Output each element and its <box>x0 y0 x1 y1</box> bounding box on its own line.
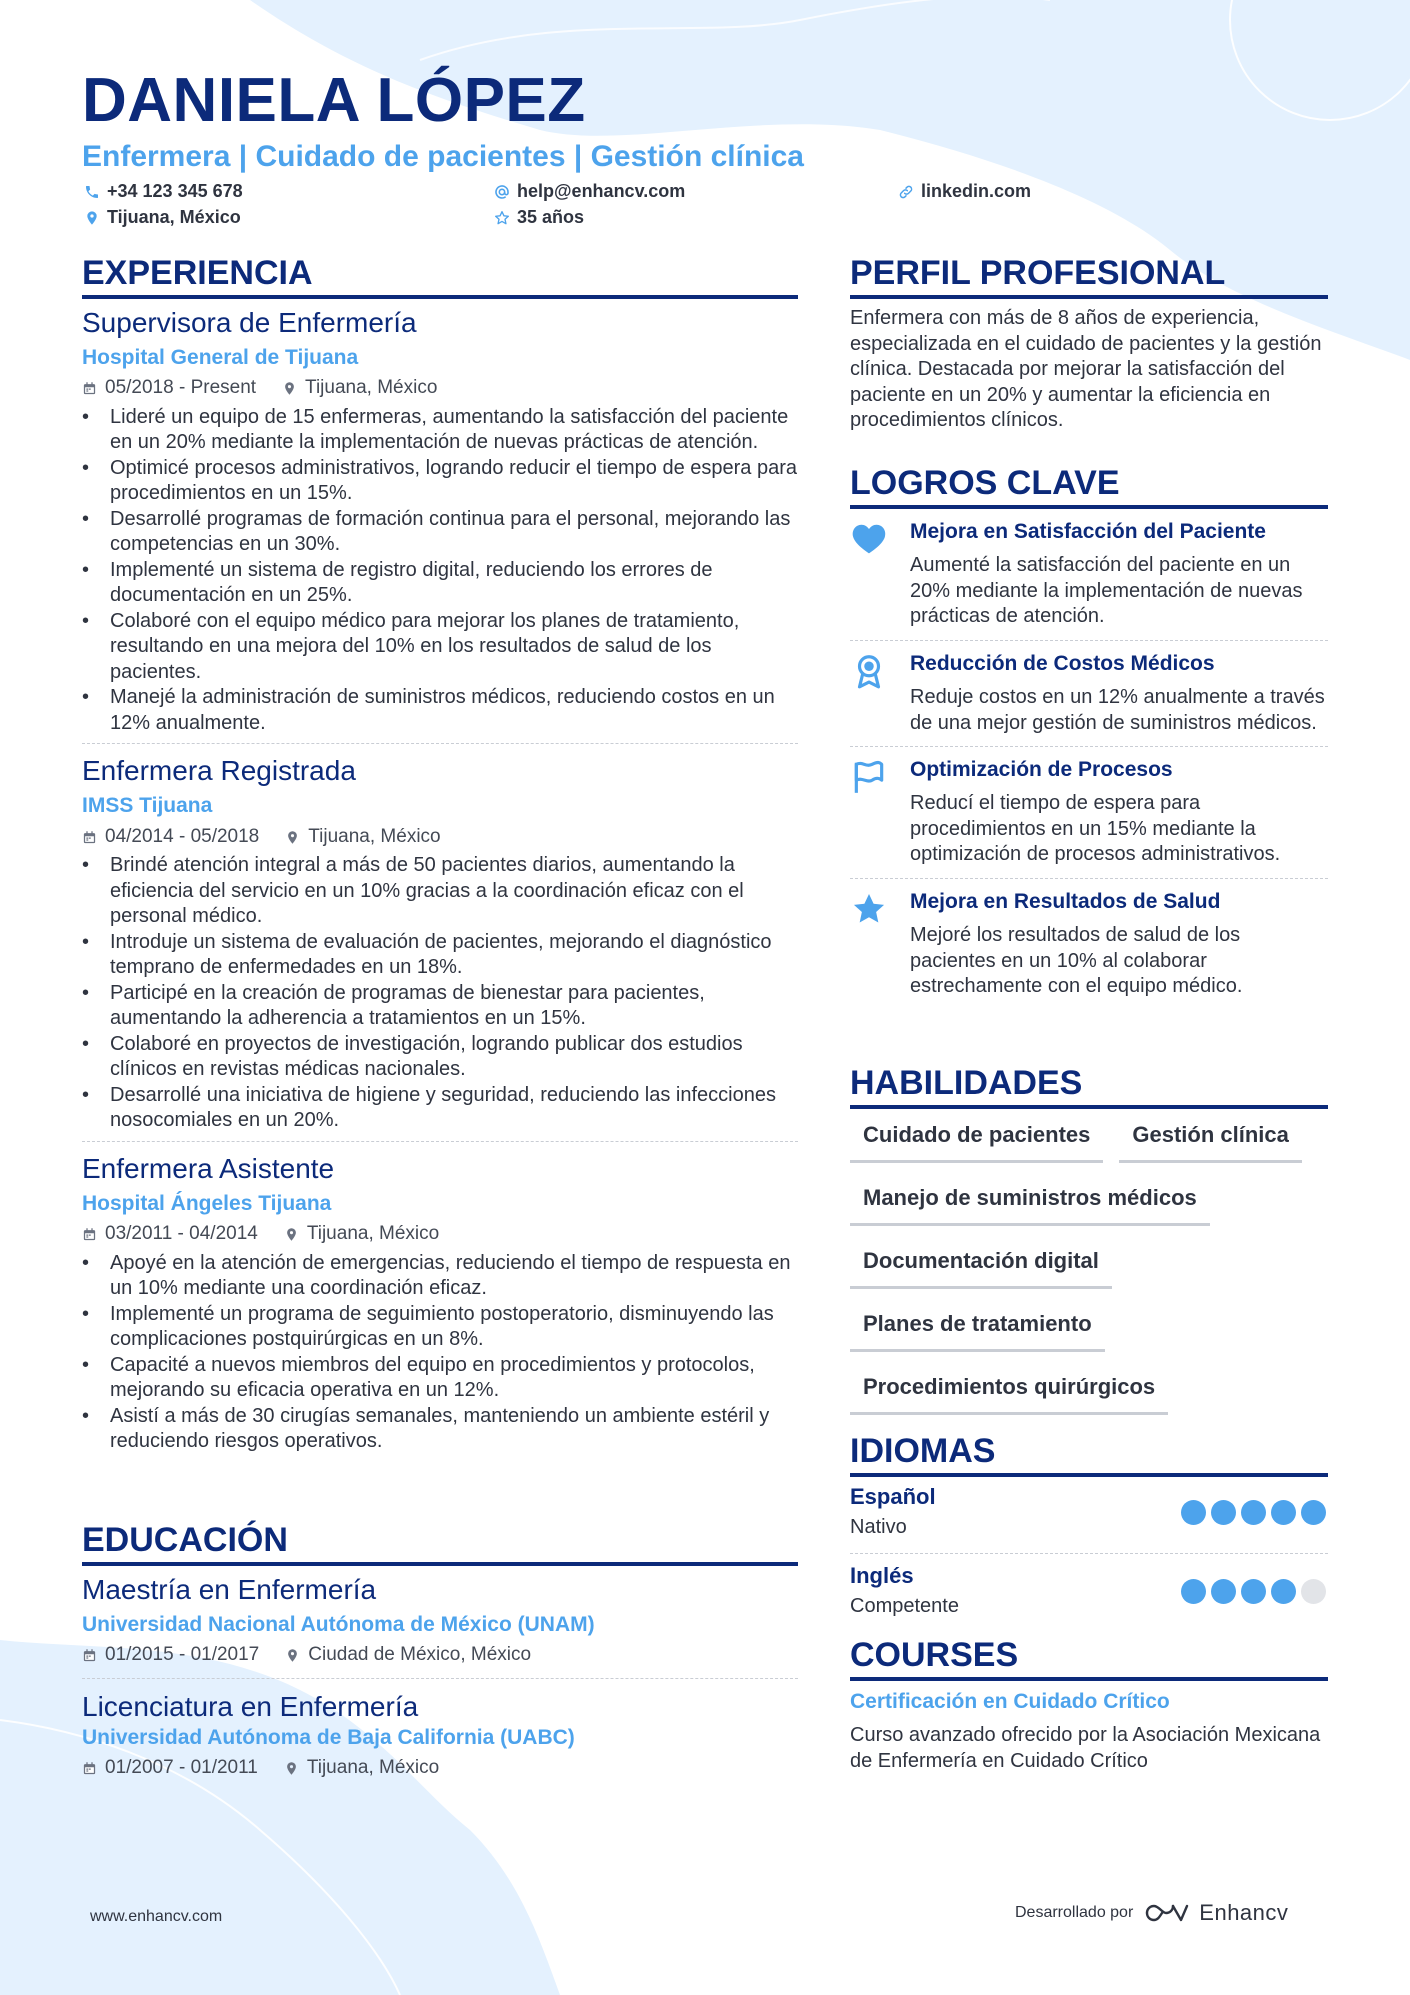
achievements-rule <box>850 505 1328 509</box>
skills-list <box>850 1110 1328 1415</box>
skill-tag: Planes de tratamiento <box>850 1299 1105 1352</box>
bullet-item: • Colaboré con el equipo médico para mejorar los planes de tratamiento, resultando en una mejora del 10% en los resultados de salud de los pacientes. <box>82 609 798 686</box>
link-icon <box>898 184 914 200</box>
job-company: IMSS Tijuana <box>82 794 213 818</box>
location-pin-icon <box>282 381 297 396</box>
rating-dot-filled <box>1241 1579 1266 1604</box>
bullet-item: • Capacité a nuevos miembros del equipo en procedimientos y protocolos, mejorando su eficacia operativa en un 12%. <box>82 1353 798 1404</box>
contact-linkedin[interactable] <box>898 181 1031 202</box>
education-dates: 01/2015 - 01/2017 <box>105 1644 260 1666</box>
bullet-item: • Apoyé en la atención de emergencias, reduciendo el tiempo de respuesta en un 10% mediante una coordinación eficaz. <box>82 1251 798 1302</box>
school-name: Universidad Nacional Autónoma de México (UNAM) <box>82 1613 595 1636</box>
profile-heading: PERFIL PROFESIONAL <box>850 254 1226 292</box>
achievement-title: Mejora en Resultados de Salud <box>910 889 1221 913</box>
school-name: Universidad Autónoma de Baja California (UABC) <box>82 1725 575 1749</box>
bullet-item: • Asistí a más de 30 cirugías semanales, manteniendo un ambiente estéril y reduciendo riesgos operativos. <box>82 1404 798 1455</box>
rating-dot-filled <box>1301 1500 1326 1525</box>
achievement-title: Optimización de Procesos <box>910 758 1173 782</box>
achievement-item <box>850 518 1328 630</box>
courses-rule <box>850 1677 1328 1681</box>
job-entry <box>82 753 798 1133</box>
footer-website[interactable]: www.enhancv.com <box>90 1908 223 1925</box>
bullet-item: • Colaboré en proyectos de investigación, logrando publicar dos estudios clínicos en revistas médicas nacionales. <box>82 1032 798 1083</box>
language-rating <box>1181 1579 1326 1604</box>
job-meta <box>82 376 798 401</box>
job-company: Hospital Ángeles Tijuana <box>82 1191 332 1215</box>
education-entry <box>82 1689 798 1781</box>
enhancv-logo-icon <box>1143 1900 1189 1926</box>
skill-tag: Procedimientos quirúrgicos <box>850 1362 1168 1415</box>
rating-dot-filled <box>1211 1579 1236 1604</box>
linkedin-text: linkedin.com <box>921 181 1032 201</box>
skill-tag: Cuidado de pacientes <box>850 1110 1103 1163</box>
education-dates: 01/2007 - 01/2011 <box>105 1757 258 1779</box>
divider <box>850 1553 1328 1554</box>
skill-tag: Gestión clínica <box>1119 1110 1302 1163</box>
bullet-item: • Implementé un programa de seguimiento postoperatorio, disminuyendo las complicaciones postquirúrgicas en un 8%. <box>82 1302 798 1353</box>
language-name: Español <box>850 1484 936 1509</box>
education-heading: EDUCACIÓN <box>82 1521 288 1559</box>
languages-heading: IDIOMAS <box>850 1432 996 1470</box>
achievement-title: Mejora en Satisfacción del Paciente <box>910 520 1266 543</box>
rating-dot-filled <box>1271 1500 1296 1525</box>
achievement-text: Reducí el tiempo de espera para procedimientos en un 15% mediante la optimización de procesos administrativos. <box>910 792 1281 866</box>
languages-list <box>850 1484 1328 1634</box>
achievements-list <box>850 518 1328 1000</box>
job-bullets <box>82 853 798 1134</box>
divider <box>82 743 798 744</box>
degree-title: Licenciatura en Enfermería <box>82 1690 419 1722</box>
calendar-icon <box>82 1648 97 1663</box>
brand-name: Enhancv <box>1199 1900 1289 1925</box>
bullet-item: • Introduje un sistema de evaluación de pacientes, mejorando el diagnóstico temprano de enfermedades en un 18%. <box>82 930 798 981</box>
star-outline-icon <box>494 210 510 226</box>
rating-dot-empty <box>1301 1579 1326 1604</box>
skill-tag: Manejo de suministros médicos <box>850 1173 1210 1226</box>
calendar-icon <box>82 1227 97 1242</box>
achievement-item <box>850 650 1328 736</box>
email-text: help@enhancv.com <box>517 181 686 201</box>
bullet-item: • Lideré un equipo de 15 enfermeras, aumentando la satisfacción del paciente en un 20% mediante la implementación de nuevas prácticas de atención. <box>82 405 798 456</box>
education-meta <box>82 1756 798 1781</box>
language-level: Nativo <box>850 1516 907 1539</box>
calendar-icon <box>82 830 97 845</box>
rating-dot-filled <box>1211 1500 1236 1525</box>
age-text: 35 años <box>517 207 585 227</box>
courses-heading: COURSES <box>850 1636 1019 1674</box>
experience-rule <box>82 295 798 299</box>
languages-rule <box>850 1473 1328 1477</box>
job-entry <box>82 1151 798 1455</box>
divider <box>850 640 1328 641</box>
bullet-item: • Participé en la creación de programas de bienestar para pacientes, aumentando la adherencia a tratamientos en un 15%. <box>82 981 798 1032</box>
education-meta <box>82 1643 798 1668</box>
location-pin-icon <box>284 1761 299 1776</box>
achievement-item <box>850 756 1328 868</box>
achievement-text: Mejoré los resultados de salud de los pacientes en un 10% al colaborar estrechamente con el equipo médico. <box>910 924 1243 998</box>
course-description: Curso avanzado ofrecido por la Asociación Mexicana de Enfermería en Cuidado Crítico <box>850 1724 1321 1772</box>
skills-rule <box>850 1105 1328 1109</box>
job-bullets <box>82 1251 798 1455</box>
divider <box>850 878 1328 879</box>
bullet-item: • Optimicé procesos administrativos, logrando reducir el tiempo de espera para procedimientos en un 15%. <box>82 456 798 507</box>
contact-age <box>494 207 584 228</box>
job-bullets <box>82 405 798 737</box>
experience-heading: EXPERIENCIA <box>82 254 313 292</box>
achievement-item <box>850 888 1328 1000</box>
star-icon <box>850 890 888 928</box>
language-name: Inglés <box>850 1563 914 1588</box>
language-item <box>850 1484 1328 1544</box>
job-location: Tijuana, México <box>308 825 441 847</box>
divider <box>82 1678 798 1679</box>
job-title: Supervisora de Enfermería <box>82 307 417 338</box>
location-text: Tijuana, México <box>107 207 241 227</box>
headline: Enfermera | Cuidado de pacientes | Gestión clínica <box>82 140 804 173</box>
job-dates: 04/2014 - 05/2018 <box>105 825 260 847</box>
bullet-item: • Brindé atención integral a más de 50 pacientes diarios, aumentando la eficiencia del servicio en un 10% gracias a la coordinación eficaz con el personal médico. <box>82 853 798 930</box>
language-level: Competente <box>850 1595 959 1618</box>
job-title: Enfermera Registrada <box>82 755 356 787</box>
rating-dot-filled <box>1181 1500 1206 1525</box>
location-pin-icon <box>84 210 100 226</box>
education-entry <box>82 1572 798 1668</box>
divider <box>82 1141 798 1142</box>
education-rule <box>82 1562 798 1566</box>
profile-summary: Enfermera con más de 8 años de experiencia, especializada en el cuidado de pacientes y la gestión clínica. Destacada por mejorar la satisfacción del paciente en un 20% y aumentar la eficiencia en procedimientos clínicos. <box>850 307 1322 431</box>
bullet-item: • Implementé un sistema de registro digital, reduciendo los errores de documentación en un 25%. <box>82 558 798 609</box>
at-icon <box>494 184 510 200</box>
footer-branding[interactable] <box>1015 1900 1288 1926</box>
phone-text: +34 123 345 678 <box>107 181 243 201</box>
experience-list <box>82 305 798 1455</box>
divider <box>850 746 1328 747</box>
job-dates: 03/2011 - 04/2014 <box>105 1223 258 1245</box>
contact-email[interactable] <box>494 181 685 202</box>
location-pin-icon <box>285 830 300 845</box>
skills-heading: HABILIDADES <box>850 1064 1083 1102</box>
bullet-item: • Manejé la administración de suministros médicos, reduciendo costos en un 12% anualmente. <box>82 685 798 736</box>
rating-dot-filled <box>1271 1579 1296 1604</box>
job-title: Enfermera Asistente <box>82 1152 335 1184</box>
contact-phone[interactable] <box>84 181 243 202</box>
achievement-title: Reducción de Costos Médicos <box>910 651 1215 675</box>
bullet-item: • Desarrollé una iniciativa de higiene y seguridad, reduciendo las infecciones nosocomiales en un 20%. <box>82 1083 798 1134</box>
location-pin-icon <box>284 1227 299 1242</box>
award-icon <box>850 652 888 690</box>
degree-title: Maestría en Enfermería <box>82 1574 377 1605</box>
calendar-icon <box>82 381 97 396</box>
job-meta <box>82 1222 798 1247</box>
bullet-item: • Desarrollé programas de formación continua para el personal, mejorando las competencias en un 30%. <box>82 507 798 558</box>
education-list <box>82 1572 798 1781</box>
language-rating <box>1181 1500 1326 1525</box>
flag-icon <box>850 758 888 796</box>
job-dates: 05/2018 - Present <box>105 377 257 399</box>
skill-tag: Documentación digital <box>850 1236 1112 1289</box>
rating-dot-filled <box>1181 1579 1206 1604</box>
contact-location <box>84 207 241 228</box>
achievements-heading: LOGROS CLAVE <box>850 464 1120 502</box>
job-meta <box>82 825 798 850</box>
calendar-icon <box>82 1761 97 1776</box>
candidate-name: DANIELA LÓPEZ <box>82 66 586 135</box>
course-title: Certificación en Cuidado Crítico <box>850 1690 1170 1713</box>
language-item <box>850 1563 1328 1623</box>
achievement-text: Aumenté la satisfacción del paciente en un 20% mediante la implementación de nuevas prácticas de atención. <box>910 554 1303 628</box>
education-location: Ciudad de México, México <box>308 1644 532 1666</box>
courses-list <box>850 1688 1328 1774</box>
job-company: Hospital General de Tijuana <box>82 346 359 369</box>
phone-icon <box>84 184 100 200</box>
education-location: Tijuana, México <box>306 1757 440 1779</box>
rating-dot-filled <box>1241 1500 1266 1525</box>
job-entry <box>82 305 798 736</box>
powered-by-text: Desarrollado por <box>1015 1904 1134 1921</box>
achievement-text: Reduje costos en un 12% anualmente a través de una mejor gestión de suministros médicos. <box>910 686 1325 734</box>
profile-rule <box>850 295 1328 299</box>
job-location: Tijuana, México <box>305 377 438 399</box>
job-location: Tijuana, México <box>306 1223 440 1245</box>
heart-icon <box>850 520 888 558</box>
location-pin-icon <box>285 1648 300 1663</box>
